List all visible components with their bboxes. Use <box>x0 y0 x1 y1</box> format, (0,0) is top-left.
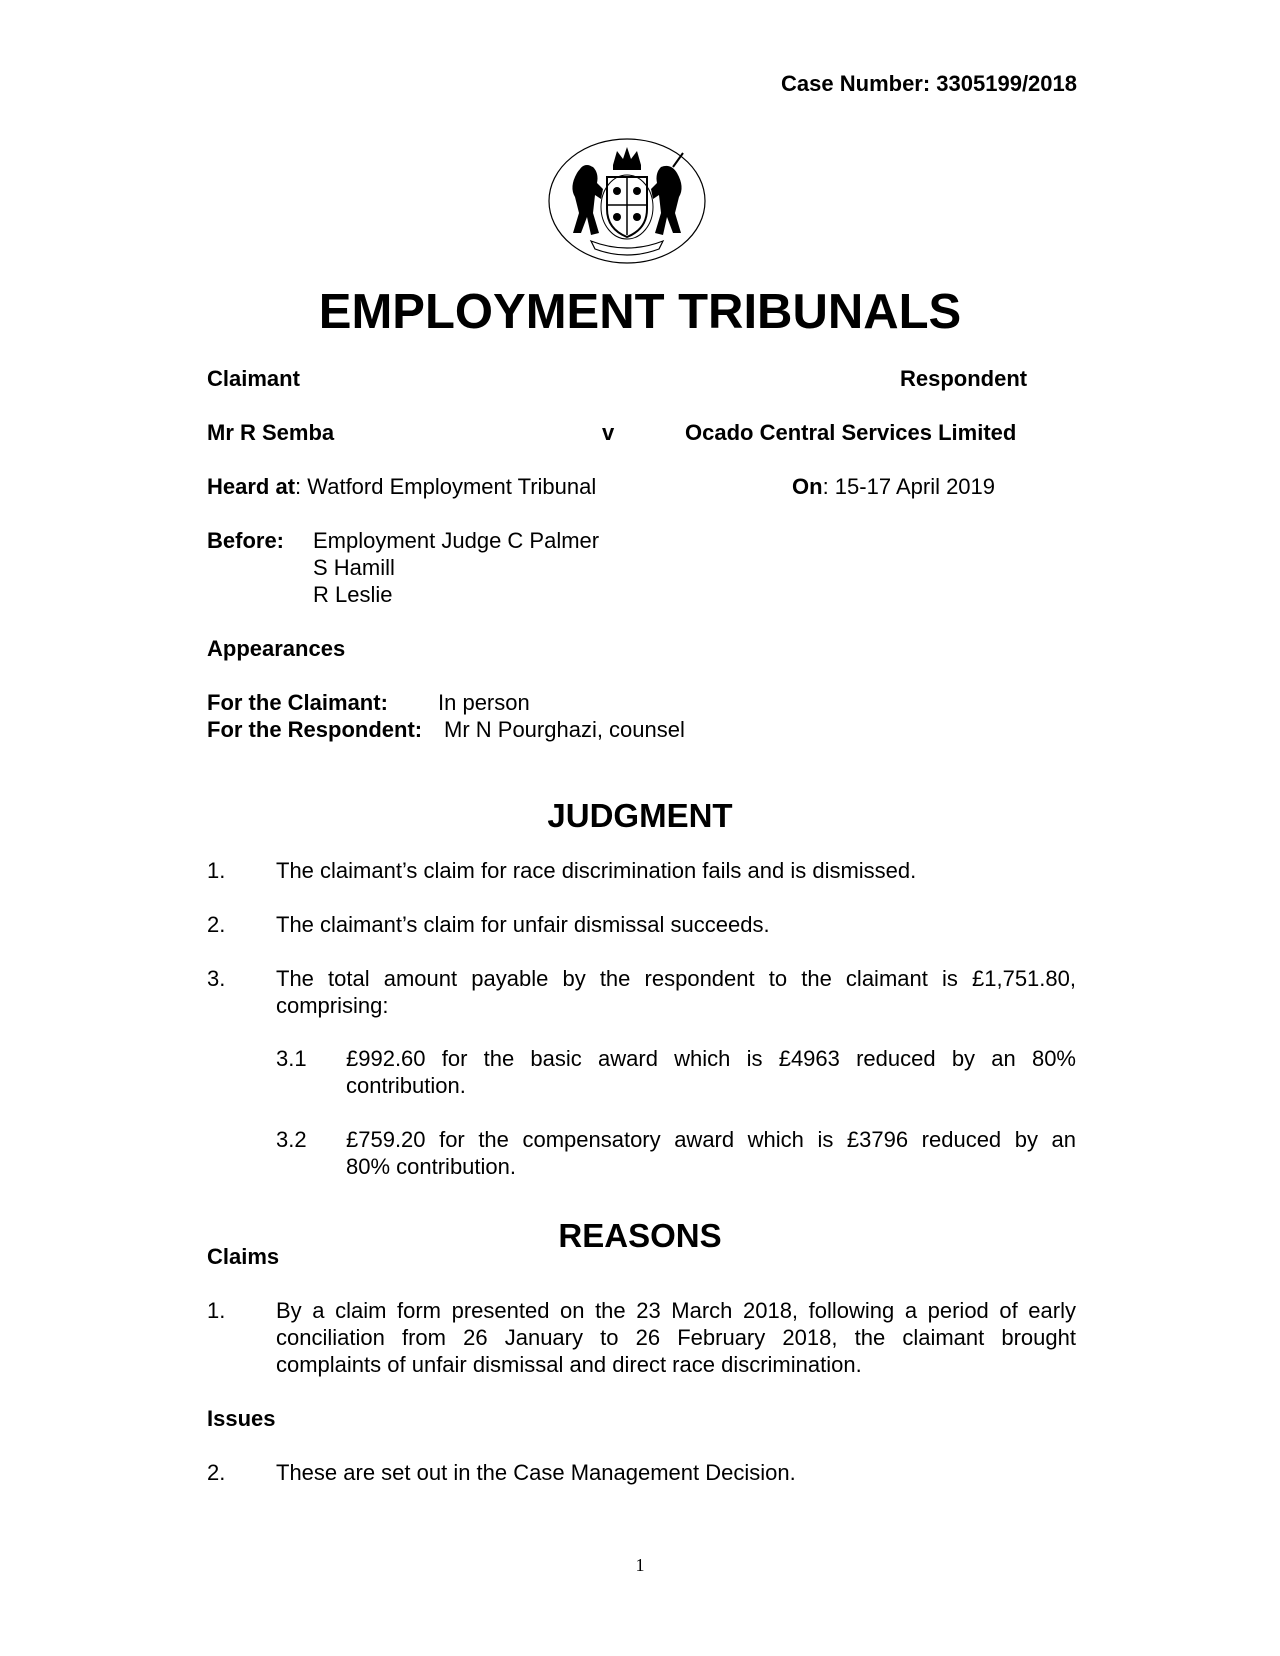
panel-member: S Hamill <box>313 555 395 580</box>
text-line: 80% contribution. <box>346 1154 516 1179</box>
heard-at-value: : Watford Employment Tribunal <box>295 474 597 499</box>
on-label: On <box>792 474 823 499</box>
text-line: comprising: <box>276 993 389 1018</box>
text-line: By a claim form presented on the 23 March 2018, following a period of early <box>276 1298 1076 1323</box>
hearing-date <box>792 473 995 500</box>
tribunal-panel <box>313 527 599 608</box>
reasons-heading: REASONS <box>558 1217 722 1254</box>
for-claimant-label: For the Claimant: <box>207 690 388 715</box>
versus: v <box>602 420 615 445</box>
case-number: Case Number: 3305199/2018 <box>781 71 1077 96</box>
judgment-item-number: 3. <box>207 966 226 991</box>
judgment-item-text: The claimant’s claim for race discrimination fails and is dismissed. <box>276 858 917 883</box>
document-title: EMPLOYMENT TRIBUNALS <box>318 285 962 339</box>
judgment-item-text <box>276 965 1076 1019</box>
royal-coat-of-arms-icon <box>547 137 707 265</box>
for-respondent-value: Mr N Pourghazi, counsel <box>444 717 685 742</box>
judgment-heading: JUDGMENT <box>547 797 733 834</box>
respondent-heading: Respondent <box>900 366 1028 391</box>
text-line: conciliation from 26 January to 26 February 2018, the claimant brought <box>276 1325 1076 1350</box>
appearances-heading: Appearances <box>207 636 346 661</box>
sub-item-number: 3.2 <box>276 1127 307 1152</box>
sub-item-text <box>346 1126 1076 1180</box>
text-line: complaints of unfair dismissal and direct race discrimination. <box>276 1352 862 1377</box>
sub-item-number: 3.1 <box>276 1046 307 1071</box>
panel-member: R Leslie <box>313 582 393 607</box>
on-value: : 15-17 April 2019 <box>822 474 996 499</box>
text-line: £759.20 for the compensatory award which is £3796 reduced by an <box>346 1127 1076 1152</box>
for-claimant-value: In person <box>438 690 530 715</box>
heard-at <box>207 473 596 500</box>
reasons-item-number: 2. <box>207 1460 226 1485</box>
claimant-heading: Claimant <box>207 366 300 391</box>
sub-item-text <box>346 1045 1076 1099</box>
panel-member: Employment Judge C Palmer <box>313 528 600 553</box>
text-line: The total amount payable by the respondent to the claimant is £1,751.80, <box>276 966 1076 991</box>
heard-at-label: Heard at <box>207 474 296 499</box>
judgment-item-number: 2. <box>207 912 226 937</box>
reasons-item-text <box>276 1297 1076 1378</box>
reasons-item-text: These are set out in the Case Management Decision. <box>276 1460 796 1485</box>
for-respondent-label: For the Respondent: <box>207 717 423 742</box>
page-number: 1 <box>635 1555 645 1575</box>
claims-heading: Claims <box>207 1244 280 1269</box>
issues-heading: Issues <box>207 1406 276 1431</box>
text-line: £992.60 for the basic award which is £4963 reduced by an 80% <box>346 1046 1076 1071</box>
reasons-item-number: 1. <box>207 1298 226 1323</box>
claimant-name: Mr R Semba <box>207 420 335 445</box>
before-label: Before: <box>207 528 285 553</box>
judgment-item-text: The claimant’s claim for unfair dismissal succeeds. <box>276 912 770 937</box>
respondent-name: Ocado Central Services Limited <box>685 420 1017 445</box>
judgment-item-number: 1. <box>207 858 226 883</box>
text-line: contribution. <box>346 1073 466 1098</box>
